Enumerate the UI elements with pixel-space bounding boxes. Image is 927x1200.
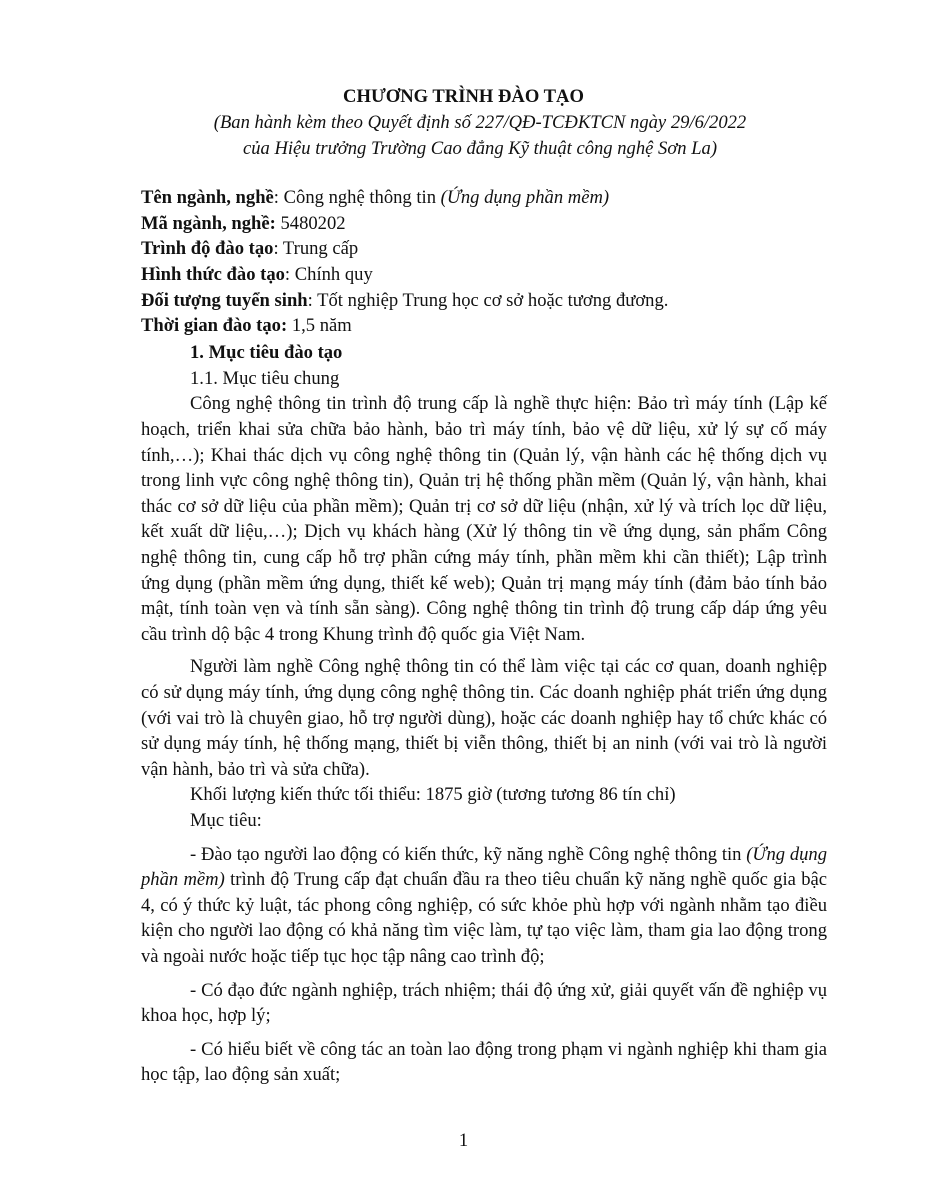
- info-target-value: Tốt nghiệp Trung học cơ sở hoặc tương đương.: [317, 289, 669, 311]
- subtitle-line-2: của Hiệu trưởng Trường Cao đẳng Kỹ thuật công nghệ Sơn La): [242, 138, 718, 159]
- program-info: [141, 185, 831, 339]
- info-duration-label: Thời gian đào tạo:: [141, 315, 288, 337]
- info-code-label: Mã ngành, nghề: [141, 212, 270, 234]
- paragraph-workplaces: Người làm nghề Công nghệ thông tin có thể làm việc tại các cơ quan, doanh nghiệp có sử dụng máy tính, ứng dụng công nghệ thông tin. Các doanh nghiệp phát triển ứng dụng (với vai trò là chuyên giao, hỗ trợ người dùng), hoặc các doanh nghiệp hay tổ chức khác có sử dụng máy tính, hệ thống mạng, thiết bị viễn thông, thiết bị an ninh (với vai trò là người vận hành, bảo trì và sửa chữa).: [141, 656, 827, 780]
- subtitle-line-1: (Ban hành kèm theo Quyết định số 227/QĐ-TCĐKTCN ngày 29/6/2022: [213, 112, 747, 133]
- info-major-label: Tên ngành, nghề: [141, 187, 274, 208]
- document-subtitle: [140, 110, 820, 162]
- info-major-value: Công nghệ thông tin: [283, 187, 441, 208]
- info-major: Tên ngành, nghề: Công nghệ thông tin (Ứng dụng phần mềm): [141, 187, 610, 208]
- info-duration-value: 1,5 năm: [291, 315, 352, 337]
- document-title: CHƯƠNG TRÌNH ĐÀO TẠO: [343, 86, 584, 107]
- objective-item-2: - Có đạo đức ngành nghiệp, trách nhiệm; thái độ ứng xử, giải quyết vấn đề nghiệp vụ khoa học, hợp lý;: [141, 979, 827, 1027]
- info-form-label: Hình thức đào tạo: [141, 264, 285, 286]
- info-duration: [141, 313, 831, 339]
- objectives-label: Mục tiêu:: [190, 809, 262, 831]
- document-body: [141, 340, 827, 1088]
- section-heading: 1. Mục tiêu đào tạo: [190, 342, 343, 363]
- info-major-specialization: (Ứng dụng phần mềm): [440, 187, 610, 208]
- info-target: Đối tượng tuyển sinh: Tốt nghiệp Trung học cơ sở hoặc tương đương.: [141, 289, 669, 311]
- info-code-value: 5480202: [280, 212, 346, 234]
- info-form: Hình thức đào tạo: Chính quy: [141, 264, 373, 286]
- page-number: 1: [458, 1130, 469, 1151]
- workload-line: Khối lượng kiến thức tối thiểu: 1875 giờ (tương tương 86 tín chỉ): [190, 784, 676, 806]
- info-target-label: Đối tượng tuyển sinh: [141, 289, 308, 311]
- info-form-value: Chính quy: [294, 264, 373, 286]
- objective-item-3: - Có hiểu biết về công tác an toàn lao động trong phạm vi ngành nghiệp khi tham gia học tập, lao động sản xuất;: [141, 1038, 827, 1086]
- objective-item-1: [141, 842, 827, 970]
- info-level-label: Trình độ đào tạo: [141, 238, 274, 260]
- info-level-value: Trung cấp: [282, 238, 359, 260]
- paragraph-overview: Công nghệ thông tin trình độ trung cấp là nghề thực hiện: Bảo trì máy tính (Lập kế hoạch, triển khai sửa chữa bảo hành, bảo trì máy tính, bảo vệ dữ liệu, xử lý sự cố máy tính,…); Khai thác dịch vụ công nghệ thông tin (Quản lý, vận hành các hệ thống dịch vụ trong linh vực công nghệ thông tin), Quản trị hệ thống phần mềm (Quản lý, vận hành, khai thác cơ sở dữ liệu của phần mềm); Quản trị cơ sở dữ liệu (nhận, xử lý và trích lọc dữ liệu, kết xuất dữ liệu,…); Dịch vụ khách hàng (Xử lý thông tin về ứng dụng, sản phẩm Công nghệ thông tin, cung cấp hỗ trợ phần cứng máy tính, phần mềm khi cần thiết); Lập trình ứng dụng (phần mềm ứng dụng, thiết kế web); Quản trị mạng máy tính (đảm bảo tính bảo mật, tính toàn vẹn và tính sẵn sàng). Công nghệ thông tin trình độ trung cấp dáp ứng yêu cầu trình dộ bậc 4 trong Khung trình độ quốc gia Việt Nam.: [141, 393, 827, 645]
- info-code: Mã ngành, nghề: 5480202: [141, 212, 346, 234]
- objective-1-italic: (Ứng dụng phần mềm): [141, 843, 828, 891]
- info-level: Trình độ đào tạo: Trung cấp: [141, 238, 359, 260]
- objective-1-prefix: - Đào tạo người lao động có kiến thức, kỹ năng nghề Công nghệ thông tin: [190, 843, 747, 865]
- objective-1-suffix: trình độ Trung cấp đạt chuẩn đầu ra theo tiêu chuẩn kỹ năng nghề quốc gia bậc 4, có ý thức kỷ luật, tác phong công nghiệp, có sức khỏe phù hợp với ngành nhằm tạo điều kiện cho người lao động có khả năng tìm việc làm, tự tạo việc làm, tham gia lao động trong và ngoài nước hoặc tiếp tục học tập nâng cao trình độ;: [141, 869, 827, 968]
- section-subheading: 1.1. Mục tiêu chung: [190, 367, 340, 389]
